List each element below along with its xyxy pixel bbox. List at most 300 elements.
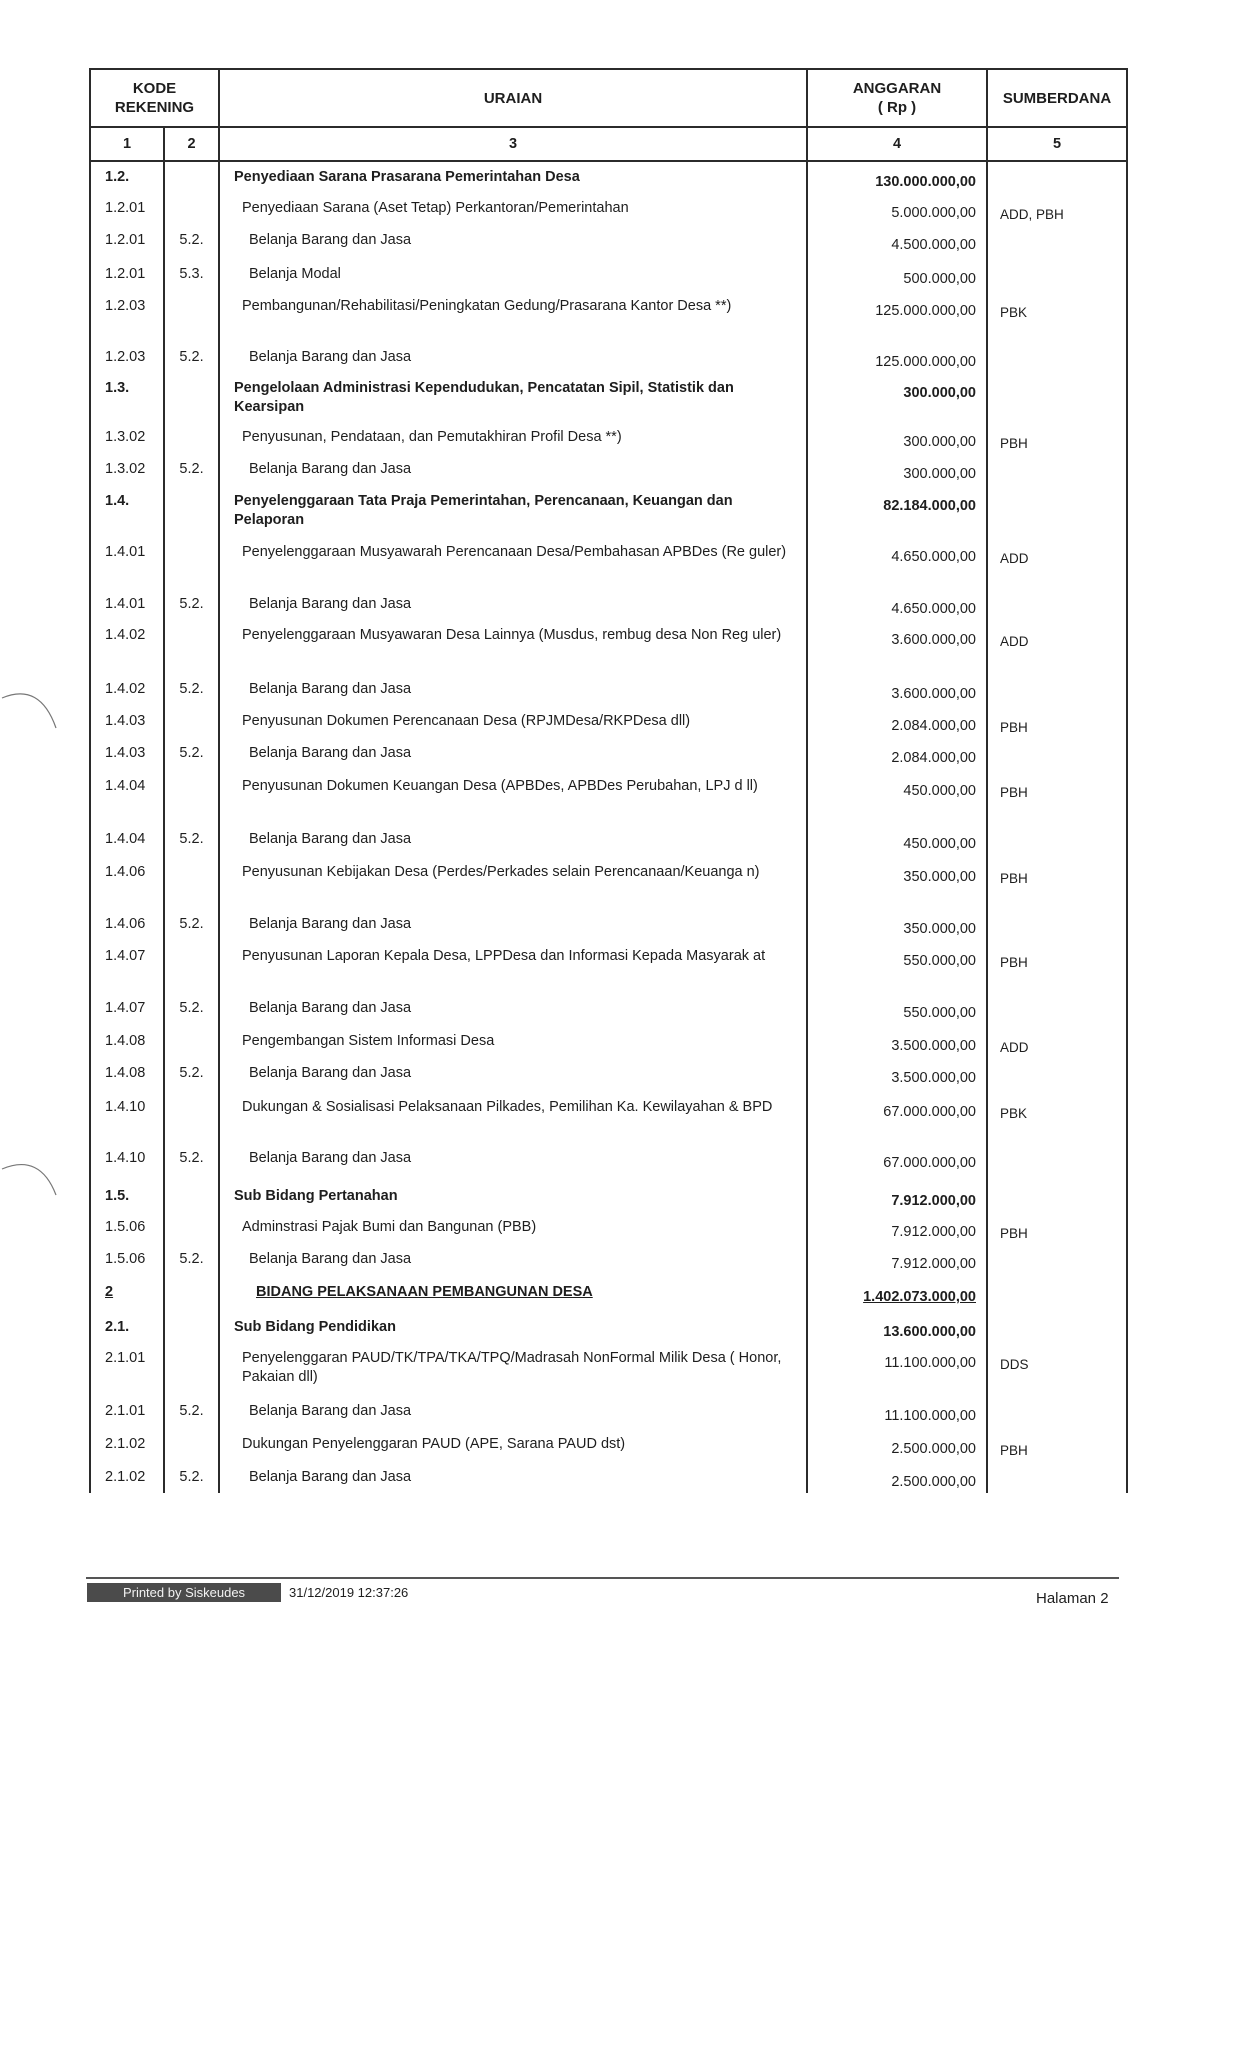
kode-sub-cell	[164, 993, 219, 1026]
anggaran-cell	[807, 1058, 987, 1092]
budget-rows	[90, 161, 1127, 1493]
kode-rekening-cell	[90, 857, 164, 909]
table-row	[90, 486, 1127, 537]
uraian-cell-text: Belanja Barang dan Jasa	[249, 745, 412, 761]
uraian-cell	[219, 1343, 807, 1396]
kode-rekening-cell-text: 1.3.02	[105, 429, 146, 445]
uraian-cell	[219, 706, 807, 738]
table-row	[90, 537, 1127, 589]
uraian-cell	[219, 225, 807, 259]
anggaran-cell	[807, 454, 987, 486]
uraian-cell-text: Penyelenggaraan Musyawarah Perencanaan Desa/Pembahasan APBDes (Re guler)	[242, 544, 787, 560]
anggaran-cell-text: 300.000,00	[903, 434, 976, 450]
uraian-cell	[219, 1143, 807, 1181]
table-row	[90, 342, 1127, 373]
sumberdana-cell	[987, 1277, 1127, 1312]
uraian-cell	[219, 909, 807, 941]
kode-sub-cell	[164, 771, 219, 824]
kode-rekening-cell-text: 1.4.01	[105, 596, 146, 612]
anggaran-cell	[807, 1462, 987, 1493]
table-row	[90, 1058, 1127, 1092]
uraian-cell-text: Adminstrasi Pajak Bumi dan Bangunan (PBB)	[242, 1219, 537, 1235]
column-number: 4	[807, 127, 987, 161]
sumberdana-cell	[987, 1181, 1127, 1212]
kode-sub-cell	[164, 706, 219, 738]
table-row	[90, 909, 1127, 941]
print-timestamp: 31/12/2019 12:37:26	[289, 1585, 409, 1600]
kode-sub-cell-text: 5.2.	[179, 1065, 204, 1081]
kode-rekening-cell	[90, 941, 164, 993]
kode-rekening-cell	[90, 1343, 164, 1396]
anggaran-cell-text: 125.000.000,00	[875, 354, 976, 370]
header-kode-rekening: KODE REKENING	[90, 69, 219, 127]
sumberdana-cell-text: DDS	[1000, 1357, 1029, 1372]
kode-rekening-cell	[90, 373, 164, 422]
anggaran-cell	[807, 1092, 987, 1143]
anggaran-cell	[807, 589, 987, 620]
uraian-cell	[219, 193, 807, 225]
kode-rekening-cell	[90, 422, 164, 454]
anggaran-cell	[807, 1343, 987, 1396]
kode-rekening-cell-text: 1.4.06	[105, 916, 146, 932]
uraian-cell-text: Pembangunan/Rehabilitasi/Peningkatan Gedung/Prasarana Kantor Desa **)	[242, 298, 732, 314]
sumberdana-cell	[987, 1396, 1127, 1429]
kode-sub-cell	[164, 941, 219, 993]
kode-sub-cell	[164, 342, 219, 373]
anggaran-cell	[807, 1396, 987, 1429]
anggaran-cell	[807, 1277, 987, 1312]
kode-sub-cell-text: 5.2.	[179, 916, 204, 932]
uraian-cell	[219, 738, 807, 771]
kode-rekening-cell	[90, 1396, 164, 1429]
kode-rekening-cell-text: 1.5.06	[105, 1219, 146, 1235]
anggaran-cell	[807, 674, 987, 706]
kode-rekening-cell	[90, 824, 164, 857]
kode-rekening-cell-text: 1.2.03	[105, 349, 146, 365]
sumberdana-cell	[987, 1244, 1127, 1277]
sumberdana-cell-text: PBK	[1000, 305, 1028, 320]
anggaran-cell	[807, 993, 987, 1026]
scan-artifact	[0, 688, 70, 748]
kode-rekening-cell	[90, 1092, 164, 1143]
anggaran-cell	[807, 941, 987, 993]
anggaran-cell	[807, 537, 987, 589]
table-row	[90, 1212, 1127, 1244]
anggaran-cell-text: 4.650.000,00	[891, 601, 976, 617]
kode-sub-cell	[164, 1143, 219, 1181]
kode-rekening-cell-text: 1.4.07	[105, 1000, 146, 1016]
kode-rekening-cell-text: 1.4.06	[105, 864, 146, 880]
sumberdana-cell	[987, 706, 1127, 738]
uraian-cell	[219, 1181, 807, 1212]
sumberdana-cell	[987, 993, 1127, 1026]
anggaran-cell-text: 1.402.073.000,00	[863, 1289, 976, 1305]
uraian-cell-text: Belanja Barang dan Jasa	[249, 1469, 412, 1485]
anggaran-cell	[807, 1312, 987, 1343]
budget-table	[89, 68, 1128, 1493]
kode-sub-cell	[164, 1312, 219, 1343]
anggaran-cell	[807, 225, 987, 259]
kode-rekening-cell-text: 1.2.03	[105, 298, 146, 314]
uraian-cell-text: Belanja Barang dan Jasa	[249, 1251, 412, 1267]
table-row	[90, 771, 1127, 824]
kode-sub-cell	[164, 486, 219, 537]
anggaran-cell	[807, 738, 987, 771]
uraian-cell	[219, 1244, 807, 1277]
uraian-cell-text: Penyediaan Sarana (Aset Tetap) Perkantoran/Pemerintahan	[242, 200, 629, 216]
anggaran-cell-text: 2.500.000,00	[891, 1474, 976, 1490]
sumberdana-cell	[987, 941, 1127, 993]
kode-rekening-cell	[90, 674, 164, 706]
page-number: Halaman 2	[1036, 1590, 1109, 1607]
sumberdana-cell	[987, 909, 1127, 941]
table-row	[90, 1343, 1127, 1396]
uraian-cell-text: Belanja Barang dan Jasa	[249, 831, 412, 847]
uraian-cell	[219, 993, 807, 1026]
kode-sub-cell	[164, 1181, 219, 1212]
kode-sub-cell	[164, 824, 219, 857]
anggaran-cell	[807, 620, 987, 674]
kode-sub-cell-text: 5.2.	[179, 745, 204, 761]
kode-rekening-cell	[90, 1244, 164, 1277]
sumberdana-cell-text: PBH	[1000, 955, 1028, 970]
kode-sub-cell	[164, 909, 219, 941]
kode-sub-cell	[164, 1058, 219, 1092]
header-anggaran	[807, 69, 987, 127]
sumberdana-cell	[987, 373, 1127, 422]
kode-sub-cell-text: 5.2.	[179, 1251, 204, 1267]
uraian-cell	[219, 1026, 807, 1058]
anggaran-cell	[807, 857, 987, 909]
anggaran-cell-text: 130.000.000,00	[875, 174, 976, 190]
anggaran-cell-text: 7.912.000,00	[891, 1193, 976, 1209]
anggaran-cell	[807, 824, 987, 857]
anggaran-cell	[807, 909, 987, 941]
kode-sub-cell	[164, 738, 219, 771]
uraian-cell	[219, 589, 807, 620]
uraian-cell	[219, 486, 807, 537]
kode-rekening-cell	[90, 706, 164, 738]
anggaran-cell	[807, 1026, 987, 1058]
kode-rekening-cell-text: 1.4.08	[105, 1033, 146, 1049]
kode-sub-cell-text: 5.2.	[179, 831, 204, 847]
sumberdana-cell	[987, 1343, 1127, 1396]
kode-sub-cell	[164, 674, 219, 706]
uraian-cell	[219, 674, 807, 706]
sumberdana-cell	[987, 1212, 1127, 1244]
sumberdana-cell	[987, 161, 1127, 193]
anggaran-cell-text: 2.084.000,00	[891, 750, 976, 766]
kode-sub-cell	[164, 225, 219, 259]
kode-sub-cell	[164, 620, 219, 674]
kode-sub-cell-text: 5.2.	[179, 232, 204, 248]
anggaran-cell-text: 5.000.000,00	[891, 205, 976, 221]
kode-sub-cell	[164, 1396, 219, 1429]
uraian-cell	[219, 291, 807, 342]
anggaran-cell-text: 500.000,00	[903, 271, 976, 287]
sumberdana-cell	[987, 674, 1127, 706]
table-row	[90, 291, 1127, 342]
header-uraian: URAIAN	[219, 69, 807, 127]
uraian-cell	[219, 857, 807, 909]
anggaran-cell-text: 300.000,00	[903, 466, 976, 482]
anggaran-cell-text: 3.500.000,00	[891, 1038, 976, 1054]
kode-rekening-cell	[90, 1143, 164, 1181]
kode-sub-cell	[164, 1212, 219, 1244]
kode-rekening-cell-text: 2.1.01	[105, 1350, 146, 1366]
scan-artifact	[0, 1157, 70, 1217]
kode-rekening-cell	[90, 225, 164, 259]
sumberdana-cell	[987, 1462, 1127, 1493]
sumberdana-cell	[987, 771, 1127, 824]
sumberdana-cell	[987, 259, 1127, 291]
kode-rekening-cell	[90, 1212, 164, 1244]
kode-sub-cell	[164, 1277, 219, 1312]
anggaran-cell	[807, 486, 987, 537]
kode-rekening-cell	[90, 1429, 164, 1462]
uraian-cell	[219, 342, 807, 373]
uraian-cell-text: Pengelolaan Administrasi Kependudukan, Pencatatan Sipil, Statistik dan Kearsipan	[234, 380, 734, 415]
anggaran-cell-text: 4.650.000,00	[891, 549, 976, 565]
kode-sub-cell-text: 5.3.	[179, 266, 204, 282]
sumberdana-cell	[987, 1429, 1127, 1462]
table-row	[90, 620, 1127, 674]
sumberdana-cell	[987, 1058, 1127, 1092]
sumberdana-cell-text: PBH	[1000, 785, 1028, 800]
kode-sub-cell	[164, 454, 219, 486]
kode-rekening-cell	[90, 909, 164, 941]
uraian-cell	[219, 1212, 807, 1244]
uraian-cell-text: Sub Bidang Pertanahan	[234, 1188, 398, 1204]
kode-rekening-cell-text: 1.4.02	[105, 627, 146, 643]
anggaran-cell	[807, 342, 987, 373]
kode-rekening-cell	[90, 771, 164, 824]
sumberdana-cell	[987, 537, 1127, 589]
sumberdana-cell	[987, 620, 1127, 674]
uraian-cell	[219, 1462, 807, 1493]
kode-sub-cell-text: 5.2.	[179, 1403, 204, 1419]
kode-rekening-cell	[90, 620, 164, 674]
anggaran-cell-text: 450.000,00	[903, 836, 976, 852]
uraian-cell	[219, 1396, 807, 1429]
table-row	[90, 161, 1127, 193]
uraian-cell	[219, 824, 807, 857]
uraian-cell	[219, 1058, 807, 1092]
uraian-cell	[219, 1092, 807, 1143]
anggaran-cell	[807, 422, 987, 454]
uraian-cell-text: Penyusunan Laporan Kepala Desa, LPPDesa dan Informasi Kepada Masyarak at	[242, 948, 766, 964]
kode-rekening-cell	[90, 342, 164, 373]
uraian-cell-text: Belanja Barang dan Jasa	[249, 1065, 412, 1081]
kode-sub-cell	[164, 259, 219, 291]
anggaran-cell-text: 67.000.000,00	[883, 1104, 976, 1120]
kode-rekening-cell-text: 2.1.01	[105, 1403, 146, 1419]
table-row	[90, 941, 1127, 993]
sumberdana-cell-text: ADD, PBH	[1000, 207, 1064, 222]
uraian-cell-text: Belanja Barang dan Jasa	[249, 681, 412, 697]
uraian-cell-text: Belanja Barang dan Jasa	[249, 1403, 412, 1419]
table-row	[90, 589, 1127, 620]
kode-rekening-cell-text: 1.4.10	[105, 1150, 146, 1166]
kode-rekening-cell	[90, 1181, 164, 1212]
kode-rekening-cell-text: 1.4.	[105, 493, 130, 509]
kode-rekening-cell-text: 1.4.01	[105, 544, 146, 560]
uraian-cell-text: Belanja Barang dan Jasa	[249, 349, 412, 365]
table-row	[90, 422, 1127, 454]
table-row	[90, 738, 1127, 771]
uraian-cell	[219, 1277, 807, 1312]
table-row	[90, 1429, 1127, 1462]
table-row	[90, 1244, 1127, 1277]
kode-rekening-cell	[90, 259, 164, 291]
anggaran-cell-text: 13.600.000,00	[883, 1324, 976, 1340]
table-row	[90, 824, 1127, 857]
kode-rekening-cell	[90, 738, 164, 771]
uraian-cell-text: Dukungan & Sosialisasi Pelaksanaan Pilkades, Pemilihan Ka. Kewilayahan & BPD	[242, 1099, 773, 1115]
anggaran-cell	[807, 259, 987, 291]
kode-sub-cell-text: 5.2.	[179, 349, 204, 365]
kode-rekening-cell	[90, 193, 164, 225]
table-row	[90, 193, 1127, 225]
kode-sub-cell-text: 5.2.	[179, 1150, 204, 1166]
sumberdana-cell	[987, 1143, 1127, 1181]
kode-rekening-cell-text: 1.5.06	[105, 1251, 146, 1267]
uraian-cell-text: Belanja Barang dan Jasa	[249, 596, 412, 612]
uraian-cell	[219, 373, 807, 422]
sumberdana-cell	[987, 422, 1127, 454]
table-row	[90, 706, 1127, 738]
anggaran-cell-text: 4.500.000,00	[891, 237, 976, 253]
sumberdana-cell-text: PBH	[1000, 1443, 1028, 1458]
uraian-cell-text: Penyusunan Dokumen Perencanaan Desa (RPJMDesa/RKPDesa dll)	[242, 713, 691, 729]
anggaran-cell-text: 3.600.000,00	[891, 632, 976, 648]
kode-rekening-cell-text: 2.1.02	[105, 1469, 146, 1485]
uraian-cell-text: BIDANG PELAKSANAAN PEMBANGUNAN DESA	[256, 1284, 593, 1300]
sumberdana-cell	[987, 738, 1127, 771]
kode-rekening-cell-text: 1.4.07	[105, 948, 146, 964]
anggaran-cell	[807, 771, 987, 824]
sumberdana-cell	[987, 824, 1127, 857]
kode-sub-cell	[164, 1092, 219, 1143]
anggaran-cell-text: 11.100.000,00	[884, 1355, 976, 1371]
sumberdana-cell	[987, 1026, 1127, 1058]
table-row	[90, 1396, 1127, 1429]
uraian-cell-text: Belanja Barang dan Jasa	[249, 1150, 412, 1166]
kode-sub-cell	[164, 291, 219, 342]
uraian-cell-text: Belanja Barang dan Jasa	[249, 461, 412, 477]
column-number: 1	[90, 127, 164, 161]
anggaran-cell-text: 450.000,00	[903, 783, 976, 799]
kode-sub-cell	[164, 1343, 219, 1396]
table-row	[90, 857, 1127, 909]
sumberdana-cell-text: ADD	[1000, 551, 1029, 566]
sumberdana-cell	[987, 857, 1127, 909]
kode-rekening-cell-text: 1.2.01	[105, 266, 146, 282]
kode-rekening-cell-text: 1.5.	[105, 1188, 130, 1204]
column-number: 3	[219, 127, 807, 161]
kode-rekening-cell-text: 1.4.08	[105, 1065, 146, 1081]
kode-rekening-cell-text: 2.1.	[105, 1319, 130, 1335]
uraian-cell	[219, 941, 807, 993]
sumberdana-cell	[987, 193, 1127, 225]
kode-sub-cell	[164, 422, 219, 454]
column-number: 2	[164, 127, 219, 161]
table-row	[90, 259, 1127, 291]
kode-sub-cell	[164, 589, 219, 620]
table-row	[90, 1026, 1127, 1058]
sumberdana-cell	[987, 342, 1127, 373]
kode-rekening-cell-text: 1.2.01	[105, 232, 146, 248]
uraian-cell-text: Belanja Barang dan Jasa	[249, 232, 412, 248]
uraian-cell-text: Belanja Barang dan Jasa	[249, 1000, 412, 1016]
header-anggaran-line2: ( Rp )	[877, 99, 917, 116]
kode-rekening-cell	[90, 1277, 164, 1312]
uraian-cell-text: Penyusunan, Pendataan, dan Pemutakhiran Profil Desa **)	[242, 429, 622, 445]
table-row	[90, 225, 1127, 259]
column-number: 5	[987, 127, 1127, 161]
kode-rekening-cell	[90, 1462, 164, 1493]
kode-rekening-cell	[90, 1058, 164, 1092]
kode-sub-cell	[164, 193, 219, 225]
table-row	[90, 373, 1127, 422]
kode-rekening-cell-text: 1.4.10	[105, 1099, 146, 1115]
sumberdana-cell-text: PBH	[1000, 436, 1028, 451]
header-sumberdana: SUMBERDANA	[987, 69, 1127, 127]
anggaran-cell-text: 125.000.000,00	[875, 303, 976, 319]
uraian-cell-text: Penyelenggaraan Tata Praja Pemerintahan, Perencanaan, Keuangan dan Pelaporan	[234, 493, 733, 528]
uraian-cell-text: Dukungan Penyelenggaran PAUD (APE, Sarana PAUD dst)	[242, 1436, 626, 1452]
header-anggaran-line1: ANGGARAN	[852, 80, 942, 97]
kode-sub-cell-text: 5.2.	[179, 596, 204, 612]
kode-rekening-cell	[90, 486, 164, 537]
uraian-cell-text: Pengembangan Sistem Informasi Desa	[242, 1033, 495, 1049]
uraian-cell	[219, 454, 807, 486]
table-row	[90, 1462, 1127, 1493]
anggaran-cell-text: 7.912.000,00	[891, 1256, 976, 1272]
kode-rekening-cell-text: 1.2.	[105, 169, 130, 185]
kode-rekening-cell-text: 2.1.02	[105, 1436, 146, 1452]
anggaran-cell-text: 82.184.000,00	[883, 498, 976, 514]
sumberdana-cell-text: PBH	[1000, 871, 1028, 886]
anggaran-cell-text: 3.500.000,00	[891, 1070, 976, 1086]
anggaran-cell	[807, 373, 987, 422]
sumberdana-cell	[987, 589, 1127, 620]
kode-sub-cell-text: 5.2.	[179, 681, 204, 697]
anggaran-cell	[807, 193, 987, 225]
uraian-cell	[219, 620, 807, 674]
sumberdana-cell-text: PBH	[1000, 1226, 1028, 1241]
uraian-cell-text: Penyusunan Dokumen Keuangan Desa (APBDes, APBDes Perubahan, LPJ d ll)	[242, 778, 758, 794]
anggaran-cell	[807, 1212, 987, 1244]
table-row	[90, 454, 1127, 486]
kode-sub-cell	[164, 373, 219, 422]
kode-rekening-cell-text: 1.4.02	[105, 681, 146, 697]
table-row	[90, 993, 1127, 1026]
kode-rekening-cell-text: 1.3.02	[105, 461, 146, 477]
sumberdana-cell-text: ADD	[1000, 1040, 1029, 1055]
kode-sub-cell	[164, 1462, 219, 1493]
uraian-cell-text: Sub Bidang Pendidikan	[234, 1319, 396, 1335]
kode-rekening-cell	[90, 589, 164, 620]
sumberdana-cell-text: PBH	[1000, 720, 1028, 735]
anggaran-cell	[807, 1244, 987, 1277]
printed-by-badge: Printed by Siskeudes	[87, 1583, 281, 1602]
kode-sub-cell	[164, 161, 219, 193]
kode-sub-cell-text: 5.2.	[179, 1469, 204, 1485]
anggaran-cell	[807, 1181, 987, 1212]
anggaran-cell-text: 300.000,00	[903, 385, 976, 401]
anggaran-cell	[807, 291, 987, 342]
